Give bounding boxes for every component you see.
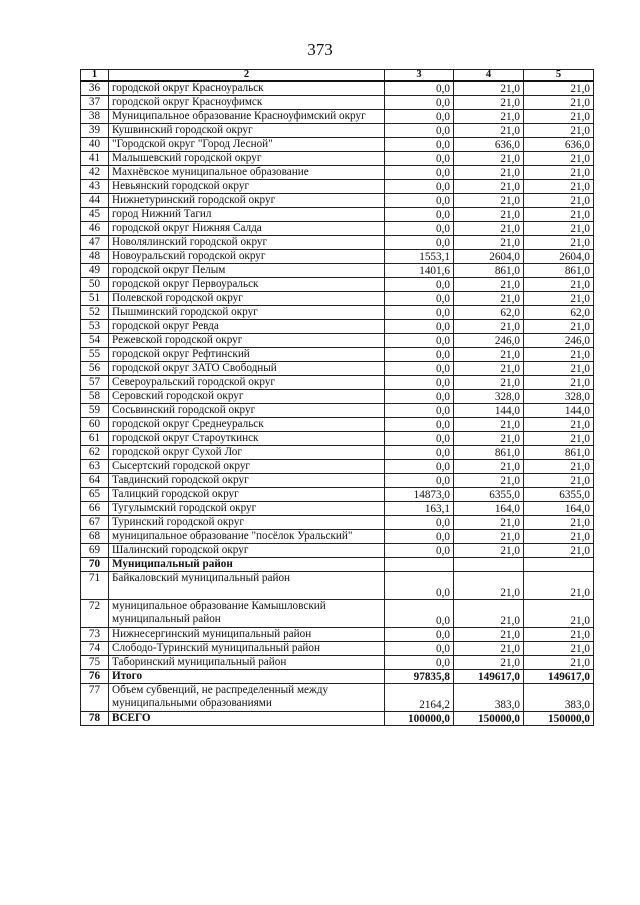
value-col3: 0,0 — [385, 320, 454, 334]
value-col5: 21,0 — [524, 418, 594, 432]
value-col4: 150000,0 — [454, 712, 524, 726]
value-col4: 164,0 — [454, 502, 524, 516]
row-name: Тугулымский городской округ — [109, 502, 385, 516]
value-col5: 21,0 — [524, 208, 594, 222]
value-col5 — [524, 558, 594, 572]
row-name: городской округ ЗАТО Свободный — [109, 362, 385, 376]
value-col3: 0,0 — [385, 306, 454, 320]
value-col5: 383,0 — [524, 684, 594, 712]
value-col3: 0,0 — [385, 362, 454, 376]
row-name: городской округ Сухой Лог — [109, 446, 385, 460]
value-col4: 144,0 — [454, 404, 524, 418]
value-col5: 21,0 — [524, 292, 594, 306]
value-col4: 21,0 — [454, 376, 524, 390]
table-row — [81, 362, 594, 376]
value-col4: 21,0 — [454, 432, 524, 446]
header-cell-2: 2 — [109, 70, 385, 82]
value-col5: 21,0 — [524, 432, 594, 446]
row-number: 53 — [81, 320, 109, 334]
value-col5: 21,0 — [524, 544, 594, 558]
value-col5: 21,0 — [524, 152, 594, 166]
value-col3: 0,0 — [385, 544, 454, 558]
table-row — [81, 306, 594, 320]
value-col5: 62,0 — [524, 306, 594, 320]
value-col5: 21,0 — [524, 278, 594, 292]
value-col3: 0,0 — [385, 138, 454, 152]
row-name: Тавдинский городской округ — [109, 474, 385, 488]
table-row — [81, 166, 594, 180]
value-col4: 21,0 — [454, 530, 524, 544]
table-row — [81, 208, 594, 222]
value-col3: 0,0 — [385, 348, 454, 362]
value-col5: 21,0 — [524, 222, 594, 236]
value-col4: 21,0 — [454, 110, 524, 124]
row-number: 40 — [81, 138, 109, 152]
value-col4: 328,0 — [454, 390, 524, 404]
row-name: Шалинский городской округ — [109, 544, 385, 558]
value-col4: 21,0 — [454, 600, 524, 628]
value-col5: 21,0 — [524, 348, 594, 362]
row-name: Махнёвское муниципальное образование — [109, 166, 385, 180]
value-col4: 21,0 — [454, 474, 524, 488]
row-number: 36 — [81, 81, 109, 96]
value-col5: 21,0 — [524, 124, 594, 138]
row-name: городской округ Первоуральск — [109, 278, 385, 292]
subvention-table — [80, 69, 594, 726]
value-col3 — [385, 558, 454, 572]
value-col3: 0,0 — [385, 642, 454, 656]
value-col4: 21,0 — [454, 278, 524, 292]
row-number: 76 — [81, 670, 109, 684]
table-row — [81, 516, 594, 530]
value-col3: 0,0 — [385, 628, 454, 642]
value-col4: 21,0 — [454, 208, 524, 222]
value-col4 — [454, 558, 524, 572]
value-col5: 861,0 — [524, 264, 594, 278]
value-col3: 0,0 — [385, 152, 454, 166]
table-row — [81, 250, 594, 264]
value-col4: 21,0 — [454, 194, 524, 208]
header-cell-5: 5 — [524, 70, 594, 82]
value-col5: 21,0 — [524, 194, 594, 208]
header-cell-4: 4 — [454, 70, 524, 82]
row-number: 77 — [81, 684, 109, 712]
row-name: Итого — [109, 670, 385, 684]
table-row — [81, 81, 594, 96]
row-number: 62 — [81, 446, 109, 460]
row-name: Режевской городской округ — [109, 334, 385, 348]
value-col5: 2604,0 — [524, 250, 594, 264]
table-row — [81, 460, 594, 474]
row-number: 61 — [81, 432, 109, 446]
table-row — [81, 152, 594, 166]
row-number: 57 — [81, 376, 109, 390]
value-col4: 21,0 — [454, 292, 524, 306]
value-col4: 21,0 — [454, 166, 524, 180]
value-col5: 246,0 — [524, 334, 594, 348]
row-number: 72 — [81, 600, 109, 628]
value-col5: 21,0 — [524, 236, 594, 250]
value-col5: 21,0 — [524, 628, 594, 642]
value-col5: 164,0 — [524, 502, 594, 516]
table-row — [81, 600, 594, 628]
table-row — [81, 572, 594, 600]
value-col4: 636,0 — [454, 138, 524, 152]
row-name: Невьянский городской округ — [109, 180, 385, 194]
row-name: городской округ Красноуральск — [109, 81, 385, 96]
value-col4: 21,0 — [454, 152, 524, 166]
value-col3: 0,0 — [385, 236, 454, 250]
value-col3: 100000,0 — [385, 712, 454, 726]
value-col3: 97835,8 — [385, 670, 454, 684]
value-col3: 1553,1 — [385, 250, 454, 264]
row-number: 78 — [81, 712, 109, 726]
value-col4: 21,0 — [454, 236, 524, 250]
value-col3: 0,0 — [385, 208, 454, 222]
table-row — [81, 194, 594, 208]
value-col4: 21,0 — [454, 572, 524, 600]
value-col3: 0,0 — [385, 460, 454, 474]
row-name: ВСЕГО — [109, 712, 385, 726]
value-col3: 0,0 — [385, 404, 454, 418]
value-col3: 14873,0 — [385, 488, 454, 502]
value-col4: 21,0 — [454, 516, 524, 530]
value-col5: 636,0 — [524, 138, 594, 152]
row-name: Сосьвинский городской округ — [109, 404, 385, 418]
value-col5: 21,0 — [524, 180, 594, 194]
value-col3: 0,0 — [385, 96, 454, 110]
value-col4: 21,0 — [454, 348, 524, 362]
value-col5: 21,0 — [524, 530, 594, 544]
table-row — [81, 264, 594, 278]
row-number: 50 — [81, 278, 109, 292]
value-col4: 21,0 — [454, 81, 524, 96]
value-col3: 0,0 — [385, 222, 454, 236]
value-col4: 21,0 — [454, 460, 524, 474]
row-name: городской округ Нижняя Салда — [109, 222, 385, 236]
table-row — [81, 320, 594, 334]
value-col4: 861,0 — [454, 446, 524, 460]
table-row — [81, 292, 594, 306]
page-number: 373 — [307, 40, 333, 59]
table-row — [81, 628, 594, 642]
value-col5: 21,0 — [524, 376, 594, 390]
value-col5: 144,0 — [524, 404, 594, 418]
row-name: Объем субвенций, не распределенный между муниципальными образованиями — [109, 684, 385, 712]
row-number: 41 — [81, 152, 109, 166]
row-number: 58 — [81, 390, 109, 404]
row-number: 64 — [81, 474, 109, 488]
table-row — [81, 404, 594, 418]
value-col3: 0,0 — [385, 334, 454, 348]
row-number: 37 — [81, 96, 109, 110]
row-number: 54 — [81, 334, 109, 348]
row-name: Нижнесергинский муниципальный район — [109, 628, 385, 642]
value-col3: 0,0 — [385, 278, 454, 292]
row-number: 44 — [81, 194, 109, 208]
value-col5: 328,0 — [524, 390, 594, 404]
value-col3: 0,0 — [385, 292, 454, 306]
value-col4: 21,0 — [454, 320, 524, 334]
table-row — [81, 138, 594, 152]
value-col3: 0,0 — [385, 474, 454, 488]
row-name: Полевской городской округ — [109, 292, 385, 306]
row-name: Малышевский городской округ — [109, 152, 385, 166]
value-col4: 149617,0 — [454, 670, 524, 684]
value-col3: 0,0 — [385, 418, 454, 432]
row-number: 70 — [81, 558, 109, 572]
row-name: городской округ Среднеуральск — [109, 418, 385, 432]
row-number: 49 — [81, 264, 109, 278]
value-col5: 21,0 — [524, 656, 594, 670]
value-col3: 0,0 — [385, 124, 454, 138]
value-col5: 6355,0 — [524, 488, 594, 502]
table-row — [81, 474, 594, 488]
row-number: 43 — [81, 180, 109, 194]
value-col5: 21,0 — [524, 110, 594, 124]
value-col3: 0,0 — [385, 376, 454, 390]
value-col4: 6355,0 — [454, 488, 524, 502]
value-col3: 0,0 — [385, 432, 454, 446]
table-row — [81, 446, 594, 460]
value-col4: 21,0 — [454, 628, 524, 642]
value-col5: 21,0 — [524, 96, 594, 110]
value-col4: 861,0 — [454, 264, 524, 278]
row-name: город Нижний Тагил — [109, 208, 385, 222]
value-col3: 0,0 — [385, 166, 454, 180]
row-number: 46 — [81, 222, 109, 236]
value-col3: 0,0 — [385, 530, 454, 544]
table-row — [81, 684, 594, 712]
table-row — [81, 96, 594, 110]
value-col5: 21,0 — [524, 516, 594, 530]
value-col3: 0,0 — [385, 572, 454, 600]
value-col5: 21,0 — [524, 572, 594, 600]
value-col4: 21,0 — [454, 362, 524, 376]
table-row — [81, 124, 594, 138]
row-name: "Городской округ "Город Лесной" — [109, 138, 385, 152]
table-row — [81, 544, 594, 558]
value-col5: 21,0 — [524, 166, 594, 180]
row-number: 63 — [81, 460, 109, 474]
row-number: 60 — [81, 418, 109, 432]
row-number: 65 — [81, 488, 109, 502]
row-name: городской округ Пелым — [109, 264, 385, 278]
table-row — [81, 432, 594, 446]
row-number: 38 — [81, 110, 109, 124]
row-name: городской округ Рефтинский — [109, 348, 385, 362]
value-col3: 0,0 — [385, 446, 454, 460]
row-number: 47 — [81, 236, 109, 250]
row-name: муниципальное образование Камышловский муниципальный район — [109, 600, 385, 628]
row-number: 66 — [81, 502, 109, 516]
row-number: 42 — [81, 166, 109, 180]
value-col3: 2164,2 — [385, 684, 454, 712]
table-row — [81, 334, 594, 348]
value-col5: 149617,0 — [524, 670, 594, 684]
row-name: Муниципальное образование Красноуфимский округ — [109, 110, 385, 124]
row-name: городской округ Староуткинск — [109, 432, 385, 446]
value-col3: 1401,6 — [385, 264, 454, 278]
header-row — [81, 70, 594, 82]
row-number: 45 — [81, 208, 109, 222]
table-row — [81, 502, 594, 516]
row-number: 39 — [81, 124, 109, 138]
row-name: Туринский городской округ — [109, 516, 385, 530]
row-name: Североуральский городской округ — [109, 376, 385, 390]
value-col4: 21,0 — [454, 124, 524, 138]
value-col4: 21,0 — [454, 180, 524, 194]
table-row — [81, 656, 594, 670]
value-col5: 21,0 — [524, 642, 594, 656]
header-cell-3: 3 — [385, 70, 454, 82]
table-row — [81, 670, 594, 684]
value-col5: 150000,0 — [524, 712, 594, 726]
row-name: Новолялинский городской округ — [109, 236, 385, 250]
row-number: 74 — [81, 642, 109, 656]
value-col3: 0,0 — [385, 516, 454, 530]
value-col4: 62,0 — [454, 306, 524, 320]
table-row — [81, 348, 594, 362]
row-name: Талицкий городской округ — [109, 488, 385, 502]
row-number: 52 — [81, 306, 109, 320]
row-number: 67 — [81, 516, 109, 530]
value-col5: 21,0 — [524, 460, 594, 474]
row-name: Таборинский муниципальный район — [109, 656, 385, 670]
row-name: Кушвинский городской округ — [109, 124, 385, 138]
table-row — [81, 376, 594, 390]
value-col3: 0,0 — [385, 656, 454, 670]
row-number: 68 — [81, 530, 109, 544]
value-col5: 21,0 — [524, 474, 594, 488]
value-col4: 21,0 — [454, 642, 524, 656]
value-col4: 21,0 — [454, 418, 524, 432]
value-col3: 0,0 — [385, 390, 454, 404]
row-number: 73 — [81, 628, 109, 642]
table-row — [81, 180, 594, 194]
row-number: 48 — [81, 250, 109, 264]
value-col3: 0,0 — [385, 194, 454, 208]
table-row — [81, 110, 594, 124]
value-col3: 0,0 — [385, 180, 454, 194]
row-name: Новоуральский городской округ — [109, 250, 385, 264]
value-col4: 21,0 — [454, 222, 524, 236]
value-col5: 861,0 — [524, 446, 594, 460]
value-col3: 0,0 — [385, 81, 454, 96]
table-row — [81, 418, 594, 432]
table-row — [81, 642, 594, 656]
value-col4: 21,0 — [454, 544, 524, 558]
row-name: городской округ Красноуфимск — [109, 96, 385, 110]
row-number: 69 — [81, 544, 109, 558]
value-col4: 383,0 — [454, 684, 524, 712]
value-col5: 21,0 — [524, 320, 594, 334]
table-row — [81, 236, 594, 250]
row-name: Серовский городской округ — [109, 390, 385, 404]
value-col3: 0,0 — [385, 110, 454, 124]
value-col4: 246,0 — [454, 334, 524, 348]
table-row — [81, 712, 594, 726]
header-cell-1: 1 — [81, 70, 109, 82]
row-name: Пышминский городской округ — [109, 306, 385, 320]
row-number: 59 — [81, 404, 109, 418]
value-col5: 21,0 — [524, 362, 594, 376]
row-number: 55 — [81, 348, 109, 362]
row-name: Муниципальный район — [109, 558, 385, 572]
value-col3: 0,0 — [385, 600, 454, 628]
table-row — [81, 488, 594, 502]
table-row — [81, 390, 594, 404]
table-row — [81, 278, 594, 292]
row-name: Нижнетуринский городской округ — [109, 194, 385, 208]
row-name: Сысертский городской округ — [109, 460, 385, 474]
row-number: 51 — [81, 292, 109, 306]
value-col4: 21,0 — [454, 96, 524, 110]
table-row — [81, 222, 594, 236]
row-name: городской округ Ревда — [109, 320, 385, 334]
table-row — [81, 530, 594, 544]
row-number: 71 — [81, 572, 109, 600]
row-name: муниципальное образование "посёлок Уральский" — [109, 530, 385, 544]
table-row — [81, 558, 594, 572]
row-number: 56 — [81, 362, 109, 376]
value-col5: 21,0 — [524, 600, 594, 628]
value-col4: 21,0 — [454, 656, 524, 670]
value-col3: 163,1 — [385, 502, 454, 516]
row-name: Слободо-Туринский муниципальный район — [109, 642, 385, 656]
table-body — [81, 70, 594, 726]
row-name: Байкаловский муниципальный район — [109, 572, 385, 600]
row-number: 75 — [81, 656, 109, 670]
value-col4: 2604,0 — [454, 250, 524, 264]
value-col5: 21,0 — [524, 81, 594, 96]
